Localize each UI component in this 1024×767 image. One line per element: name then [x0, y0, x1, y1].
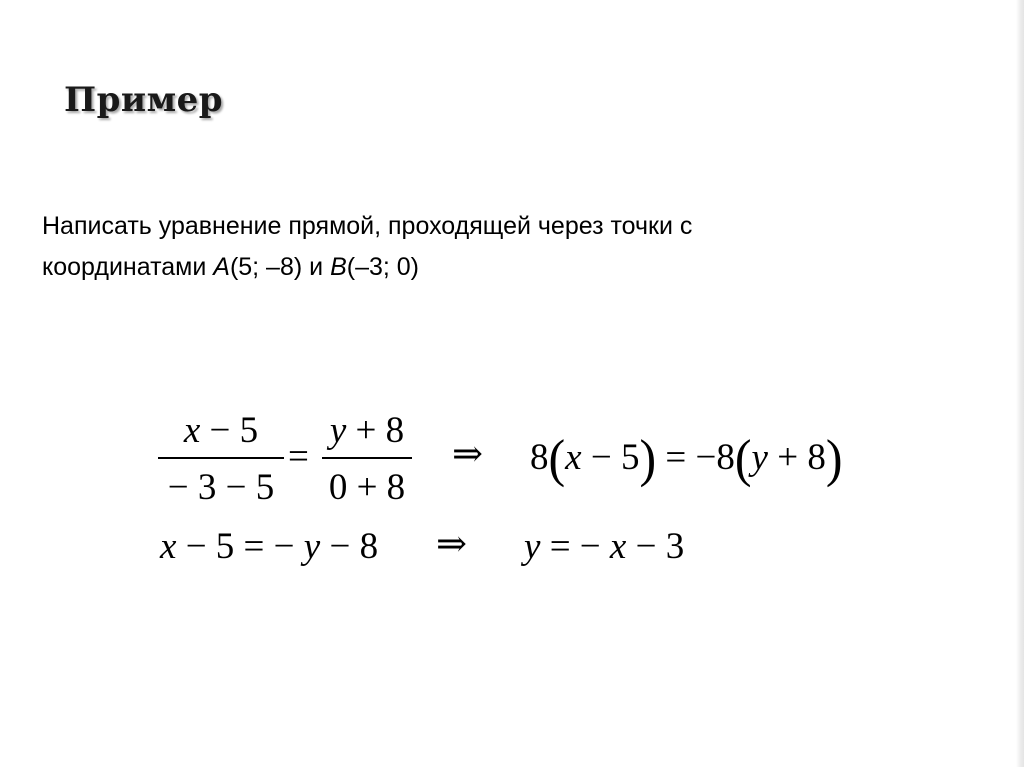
right-paren: )	[825, 428, 843, 488]
implies-arrow: ⇒	[452, 434, 484, 475]
numerator-rest: − 5	[200, 410, 259, 451]
term-rest: + 8	[767, 437, 826, 478]
simplified-equation	[160, 528, 378, 565]
result-equation	[524, 528, 684, 565]
var-y: y	[524, 526, 541, 567]
var-x: x	[565, 437, 582, 478]
result-mid: = −	[540, 526, 610, 567]
statement-prefix: координатами	[42, 253, 214, 281]
var-y: y	[751, 437, 768, 478]
point-a-coords: (5; –8)	[229, 253, 303, 281]
var-y: y	[303, 526, 321, 567]
var-x: x	[609, 526, 627, 567]
fraction-left-denominator: − 3 − 5	[167, 466, 275, 508]
point-a-name: A	[213, 253, 230, 281]
implies-arrow: ⇒	[436, 524, 468, 565]
left-paren: (	[548, 428, 566, 488]
statement-conjunction: и	[302, 253, 331, 281]
equals-sign: =	[288, 436, 309, 477]
var-x: x	[160, 526, 177, 567]
term-part2: − 8	[320, 526, 379, 567]
var-y: y	[329, 410, 347, 451]
fraction-right-denominator: 0 + 8	[328, 466, 406, 508]
statement-line1: Написать уравнение прямой, проходящей через точки с	[42, 212, 693, 240]
fraction-bar	[158, 457, 284, 459]
var-x: x	[183, 410, 201, 451]
expanded-equation	[530, 428, 843, 488]
numerator-rest: + 8	[346, 410, 405, 451]
fraction-right-numerator	[322, 412, 412, 449]
slide-title: Пример	[64, 80, 224, 120]
problem-statement	[42, 206, 972, 288]
left-paren: (	[734, 428, 752, 488]
right-paren: )	[639, 428, 657, 488]
fraction-right	[322, 412, 412, 506]
fraction-left-numerator	[158, 412, 284, 449]
fraction-bar	[322, 457, 412, 459]
coef-8: 8	[530, 437, 549, 478]
point-b-coords: (–3; 0)	[346, 253, 420, 281]
point-b-name: B	[330, 253, 347, 281]
term-part1: − 5 = −	[176, 526, 304, 567]
term-rest: − 5	[581, 437, 640, 478]
fraction-left	[158, 412, 284, 506]
equals-neg-8: = −8	[656, 437, 735, 478]
slide-edge-shadow	[1016, 0, 1024, 767]
result-end: − 3	[626, 526, 685, 567]
